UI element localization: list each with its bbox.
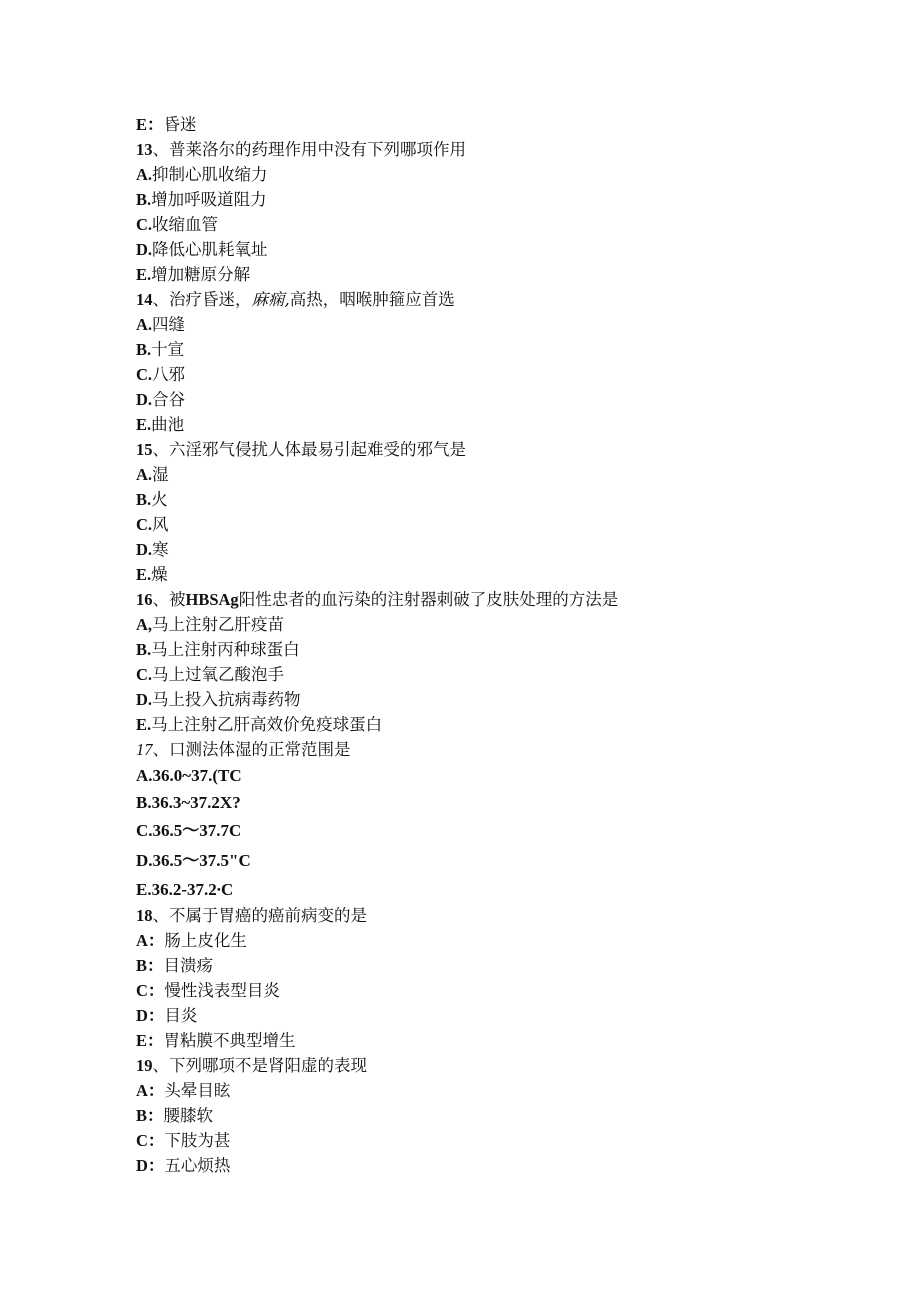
item-text: 合谷: [152, 390, 186, 409]
line-q18: [136, 903, 836, 928]
line-q12-e: [136, 112, 836, 137]
item-text: 腰膝软: [163, 1106, 214, 1125]
item-number: C.: [136, 515, 153, 534]
item-number: E：: [136, 115, 164, 134]
item-number: C：: [136, 1131, 165, 1150]
line-q17-b: [136, 789, 836, 816]
item-number: A.: [136, 465, 153, 484]
line-q17-e: [136, 876, 836, 903]
item-number: 14: [136, 290, 153, 309]
exam-page: [136, 112, 836, 1178]
item-text: 慢性浅表型目炎: [164, 981, 280, 1000]
item-text: 寒: [152, 540, 169, 559]
temperature-option: C.36.5〜37.7C: [136, 821, 242, 840]
item-text: 马上注射乙肝疫苗: [152, 615, 285, 634]
temperature-option: B.36.3~37.2X?: [136, 793, 241, 812]
line-q17-c: [136, 816, 836, 846]
item-text: 、不属于胃癌的癌前病变的是: [152, 906, 367, 925]
item-text: 收缩血管: [152, 215, 219, 234]
item-text: 、被: [152, 590, 186, 609]
item-number: D.: [136, 540, 153, 559]
line-q19-d: [136, 1153, 836, 1178]
item-text: 肠上皮化生: [164, 931, 247, 950]
line-q15: [136, 437, 836, 462]
line-q13-e: [136, 262, 836, 287]
item-number: 13: [136, 140, 153, 159]
item-text: 八邪: [152, 365, 186, 384]
line-q15-e: [136, 562, 836, 587]
item-number: A,: [136, 615, 153, 634]
item-number: 17: [136, 740, 153, 759]
item-text-bold: HBSAg: [185, 590, 239, 609]
item-number: A：: [136, 931, 165, 950]
item-number: A：: [136, 1081, 165, 1100]
item-text: 马上投入抗病毒药物: [152, 690, 301, 709]
item-text: 风: [152, 515, 169, 534]
item-number: C.: [136, 665, 153, 684]
item-text: 十宣: [151, 340, 185, 359]
item-text: 降低心肌耗氧址: [152, 240, 268, 259]
item-text: 目溃疡: [163, 956, 214, 975]
question-block-12-17: [136, 112, 836, 762]
item-text: 火: [151, 490, 168, 509]
line-q17: [136, 737, 836, 762]
line-q19-a: [136, 1078, 836, 1103]
line-q16-d: [136, 687, 836, 712]
temperature-option: A.36.0~37.(TC: [136, 766, 242, 785]
item-number: E.: [136, 565, 152, 584]
item-number: E：: [136, 1031, 164, 1050]
item-number: B.: [136, 640, 152, 659]
line-q17-d: [136, 846, 836, 876]
item-text: 马上注射丙种球蛋白: [151, 640, 300, 659]
item-text: 、普莱洛尔的药理作用中没有下列哪项作用: [152, 140, 466, 159]
item-number: C.: [136, 365, 153, 384]
item-text: 增加糖原分解: [151, 265, 251, 284]
line-q13-c: [136, 212, 836, 237]
line-q14-d: [136, 387, 836, 412]
line-q18-c: [136, 978, 836, 1003]
item-text: 湿: [152, 465, 169, 484]
line-q16-a: [136, 612, 836, 637]
item-number: 19: [136, 1056, 153, 1075]
item-text: 目炎: [164, 1006, 198, 1025]
line-q18-b: [136, 953, 836, 978]
item-number: B：: [136, 956, 164, 975]
item-text: 下肢为甚: [164, 1131, 231, 1150]
line-q19-c: [136, 1128, 836, 1153]
item-number: 18: [136, 906, 153, 925]
item-number: A.: [136, 165, 153, 184]
line-q15-a: [136, 462, 836, 487]
item-text: 燥: [151, 565, 168, 584]
item-text-rest: 高热，咽喉肿箍应首选: [289, 290, 455, 309]
line-q15-d: [136, 537, 836, 562]
item-number: D：: [136, 1006, 165, 1025]
item-text: 、六淫邪气侵扰人体最易引起难受的邪气是: [152, 440, 466, 459]
item-text-italic: 麻痫,: [251, 290, 290, 309]
line-q14-e: [136, 412, 836, 437]
item-text: 马上注射乙肝高效价免疫球蛋白: [151, 715, 383, 734]
item-text: 胃粘膜不典型增生: [163, 1031, 296, 1050]
line-q13-b: [136, 187, 836, 212]
item-number: C.: [136, 215, 153, 234]
line-q13: [136, 137, 836, 162]
line-q13-d: [136, 237, 836, 262]
item-number: D.: [136, 240, 153, 259]
line-q18-e: [136, 1028, 836, 1053]
line-q16-e: [136, 712, 836, 737]
question-17-options: [136, 762, 836, 903]
item-text: 昏迷: [163, 115, 197, 134]
temperature-option: E.36.2-37.2∙C: [136, 880, 234, 899]
line-q13-a: [136, 162, 836, 187]
item-text: 头晕目眩: [164, 1081, 231, 1100]
line-q19-b: [136, 1103, 836, 1128]
item-text: 曲池: [151, 415, 185, 434]
line-q17-a: [136, 762, 836, 789]
item-text: 马上过氧乙酸泡手: [152, 665, 285, 684]
item-number: 16: [136, 590, 153, 609]
item-number: D：: [136, 1156, 165, 1175]
line-q14: [136, 287, 836, 312]
line-q15-c: [136, 512, 836, 537]
item-text: 、治疗昏迷，: [152, 290, 252, 309]
line-q16-c: [136, 662, 836, 687]
item-number: D.: [136, 390, 153, 409]
item-number: E.: [136, 265, 152, 284]
item-number: B：: [136, 1106, 164, 1125]
item-text: 抑制心肌收缩力: [152, 165, 268, 184]
item-number: B.: [136, 190, 152, 209]
item-text: 增加呼吸道阻力: [151, 190, 267, 209]
question-block-18-19: [136, 903, 836, 1178]
item-number: E.: [136, 715, 152, 734]
item-text-rest: 阳性忠者的血污染的注射器刺破了皮肤处理的方法是: [238, 590, 619, 609]
line-q16-b: [136, 637, 836, 662]
item-text: 、下列哪项不是肾阳虚的表现: [152, 1056, 367, 1075]
item-number: A.: [136, 315, 153, 334]
line-q15-b: [136, 487, 836, 512]
item-number: D.: [136, 690, 153, 709]
item-number: B.: [136, 340, 152, 359]
line-q19: [136, 1053, 836, 1078]
item-number: B.: [136, 490, 152, 509]
temperature-option: D.36.5〜37.5"C: [136, 851, 251, 870]
item-text: 四缝: [152, 315, 186, 334]
line-q14-b: [136, 337, 836, 362]
line-q14-a: [136, 312, 836, 337]
line-q16: [136, 587, 836, 612]
item-number: C：: [136, 981, 165, 1000]
item-text: 五心烦热: [164, 1156, 231, 1175]
item-number: 15: [136, 440, 153, 459]
line-q18-a: [136, 928, 836, 953]
line-q14-c: [136, 362, 836, 387]
item-number: E.: [136, 415, 152, 434]
item-text: 、口测法体湿的正常范围是: [152, 740, 351, 759]
line-q18-d: [136, 1003, 836, 1028]
